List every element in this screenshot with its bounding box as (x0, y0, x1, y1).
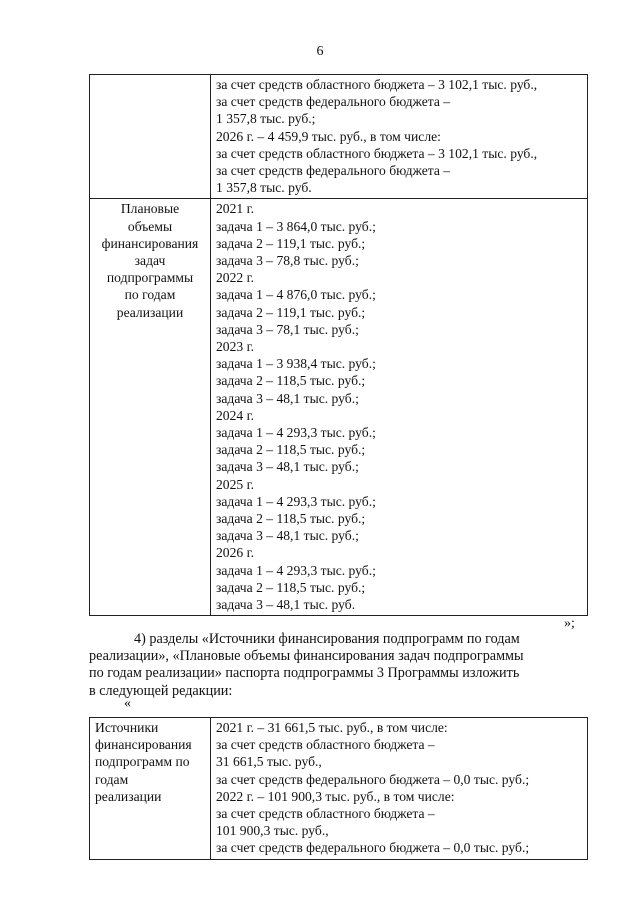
row-label-cell (90, 75, 211, 199)
content-line: за счет средств областного бюджета – 3 102,1 тыс. руб., (216, 145, 538, 161)
label-line: годам (95, 771, 129, 787)
content-line: 2021 г. (216, 201, 255, 217)
content-line: за счет средств федерального бюджета – 0,0 тыс. руб.; (216, 840, 530, 856)
label-line: финансирования (95, 737, 192, 753)
content-line: задача 3 – 48,1 тыс. руб.; (216, 528, 359, 544)
paragraph-line: реализации», «Плановые объемы финансирования задач подпрограммы (89, 648, 524, 665)
label-line: реализации (95, 788, 162, 804)
label-line: по годам (124, 287, 176, 303)
opening-quote: « (124, 696, 131, 711)
label-line: Источники (95, 720, 159, 735)
label-line: Плановые (120, 201, 180, 217)
closing-quote: »; (564, 616, 575, 631)
content-line: задача 1 – 3 864,0 тыс. руб.; (216, 218, 376, 234)
content-line: 2025 г. (216, 476, 255, 492)
row-content-cell (211, 199, 588, 616)
content-line: за счет средств федерального бюджета – (216, 94, 451, 110)
paragraph-line: 4) разделы «Источники финансирования подпрограмм по годам (134, 631, 520, 647)
content-line: задача 1 – 4 293,3 тыс. руб.; (216, 493, 376, 509)
content-line: за счет средств федерального бюджета – 0,0 тыс. руб.; (216, 771, 530, 787)
content-line: 2024 г. (216, 407, 255, 423)
content-line: задача 2 – 119,1 тыс. руб.; (216, 304, 366, 320)
content-line: задача 2 – 119,1 тыс. руб.; (216, 235, 366, 251)
content-line: за счет средств областного бюджета – (216, 806, 435, 822)
content-line: задача 3 – 48,1 тыс. руб.; (216, 459, 359, 475)
content-line: 2023 г. (216, 339, 255, 355)
content-line: задача 2 – 118,5 тыс. руб.; (216, 442, 366, 458)
label-line: финансирования (101, 235, 199, 251)
content-line: задача 1 – 4 293,3 тыс. руб.; (216, 562, 376, 578)
content-line: 1 357,8 тыс. руб. (216, 180, 312, 196)
content-line: за счет средств областного бюджета – (216, 737, 435, 753)
table-row (90, 718, 588, 860)
content-line: задача 2 – 118,5 тыс. руб.; (216, 373, 366, 389)
row-label-cell (90, 199, 211, 616)
content-line: задача 3 – 48,1 тыс. руб.; (216, 390, 359, 406)
content-line: задача 3 – 78,1 тыс. руб.; (216, 321, 359, 337)
content-line: задача 3 – 48,1 тыс. руб. (216, 597, 356, 613)
label-line: реализации (116, 304, 184, 320)
content-line: задача 1 – 3 938,4 тыс. руб.; (216, 356, 376, 372)
paragraph-line: по годам реализации» паспорта подпрограммы 3 Программы изложить (89, 665, 520, 682)
content-line: 101 900,3 тыс. руб., (216, 823, 329, 839)
label-line: объемы (127, 218, 173, 234)
content-line: 2026 г. (216, 545, 255, 561)
amendment-paragraph (89, 631, 588, 700)
row-content-cell (211, 75, 588, 199)
content-line: задача 1 – 4 876,0 тыс. руб.; (216, 287, 376, 303)
passport-table-subprogram-3 (89, 717, 588, 860)
content-line: задача 2 – 118,5 тыс. руб.; (216, 579, 366, 595)
content-line: 2021 г. – 31 661,5 тыс. руб., в том числе: (216, 720, 448, 735)
content-line: за счет средств федерального бюджета – (216, 163, 451, 179)
content-line: задача 1 – 4 293,3 тыс. руб.; (216, 425, 376, 441)
label-line: подпрограммы (106, 270, 194, 286)
paragraph-line: в следующей редакции: (89, 682, 233, 699)
table-row (90, 199, 588, 616)
label-line: подпрограмм по (95, 754, 190, 770)
content-line: задача 3 – 78,8 тыс. руб.; (216, 253, 359, 269)
content-line: 2022 г. – 101 900,3 тыс. руб., в том числе: (216, 788, 455, 804)
label-line: задач (134, 253, 166, 269)
table-row (90, 75, 588, 199)
content-line: 1 357,8 тыс. руб.; (216, 111, 316, 127)
content-line: за счет средств областного бюджета – 3 102,1 тыс. руб., (216, 77, 538, 92)
content-line: задача 2 – 118,5 тыс. руб.; (216, 511, 366, 527)
content-line: 2026 г. – 4 459,9 тыс. руб., в том числе: (216, 128, 441, 144)
page-number: 6 (316, 44, 324, 59)
row-label-cell (90, 718, 211, 860)
content-line: 2022 г. (216, 270, 255, 286)
content-line: 31 661,5 тыс. руб., (216, 754, 322, 770)
passport-table-continued (89, 74, 588, 616)
row-content-cell (211, 718, 588, 860)
